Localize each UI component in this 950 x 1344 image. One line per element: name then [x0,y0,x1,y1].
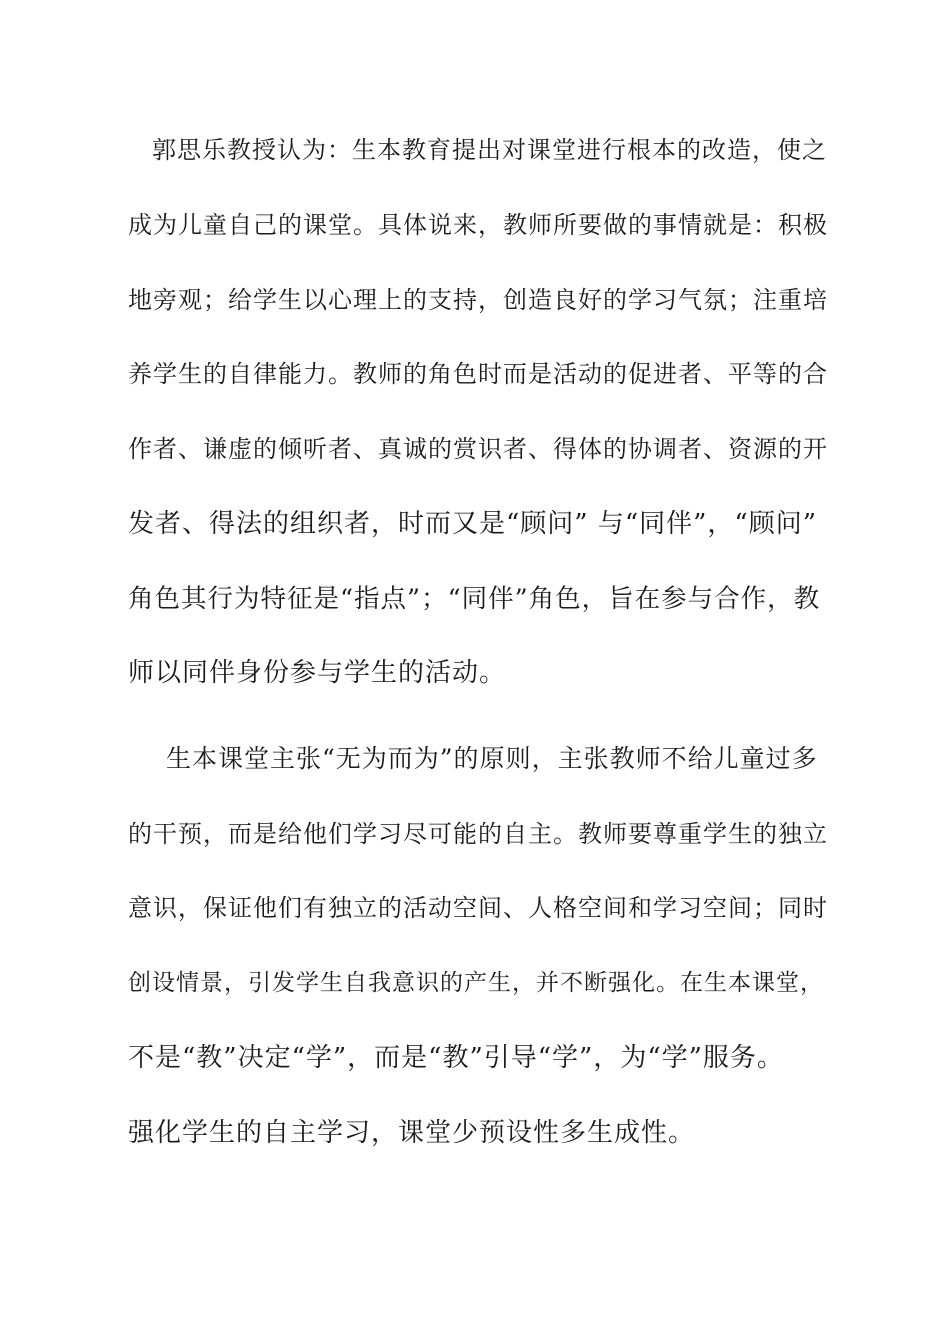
paragraph-2-line-5: 不是“教”决定“学”，而是“教”引导“学”，为“学”服务。 [128,1043,784,1073]
paragraph-1-line-5: 作者、谦虚的倾听者、真诚的赏识者、得体的协调者、资源的开 [128,435,828,463]
paragraph-2-line-4: 创设情景，引发学生自我意识的产生，并不断强化。在生本课堂， [128,970,824,996]
paragraph-1-line-2: 成为儿童自己的课堂。具体说来，教师所要做的事情就是：积极 [128,211,828,239]
paragraph-1-line-8: 师以同伴身份参与学生的活动。 [128,658,507,688]
paragraph-2-line-3: 意识，保证他们有独立的活动空间、人格空间和学习空间；同时 [128,894,828,922]
paragraph-2-line-2: 的干预，而是给他们学习尽可能的自主。教师要尊重学生的独立 [128,820,828,848]
paragraph-1-line-7: 角色其行为特征是“指点”；“同伴”角色，旨在参与合作，教 [128,584,821,614]
paragraph-2-line-6: 强化学生的自主学习，课堂少预设性多生成性。 [128,1118,696,1148]
paragraph-1-line-4: 养学生的自律能力。教师的角色时而是活动的促进者、平等的合 [128,360,828,388]
paragraph-1-line-6: 发者、得法的组织者，时而又是“顾问” 与“同伴”，“顾问” [128,509,818,539]
paragraph-1-line-3: 地旁观；给学生以心理上的支持，创造良好的学习气氛；注重培 [128,286,828,314]
paragraph-2-line-1: 生本课堂主张“无为而为”的原则，主张教师不给儿童过多 [166,744,818,773]
paragraph-1-line-1: 郭思乐教授认为：生本教育提出对课堂进行根本的改造，使之 [152,136,827,164]
